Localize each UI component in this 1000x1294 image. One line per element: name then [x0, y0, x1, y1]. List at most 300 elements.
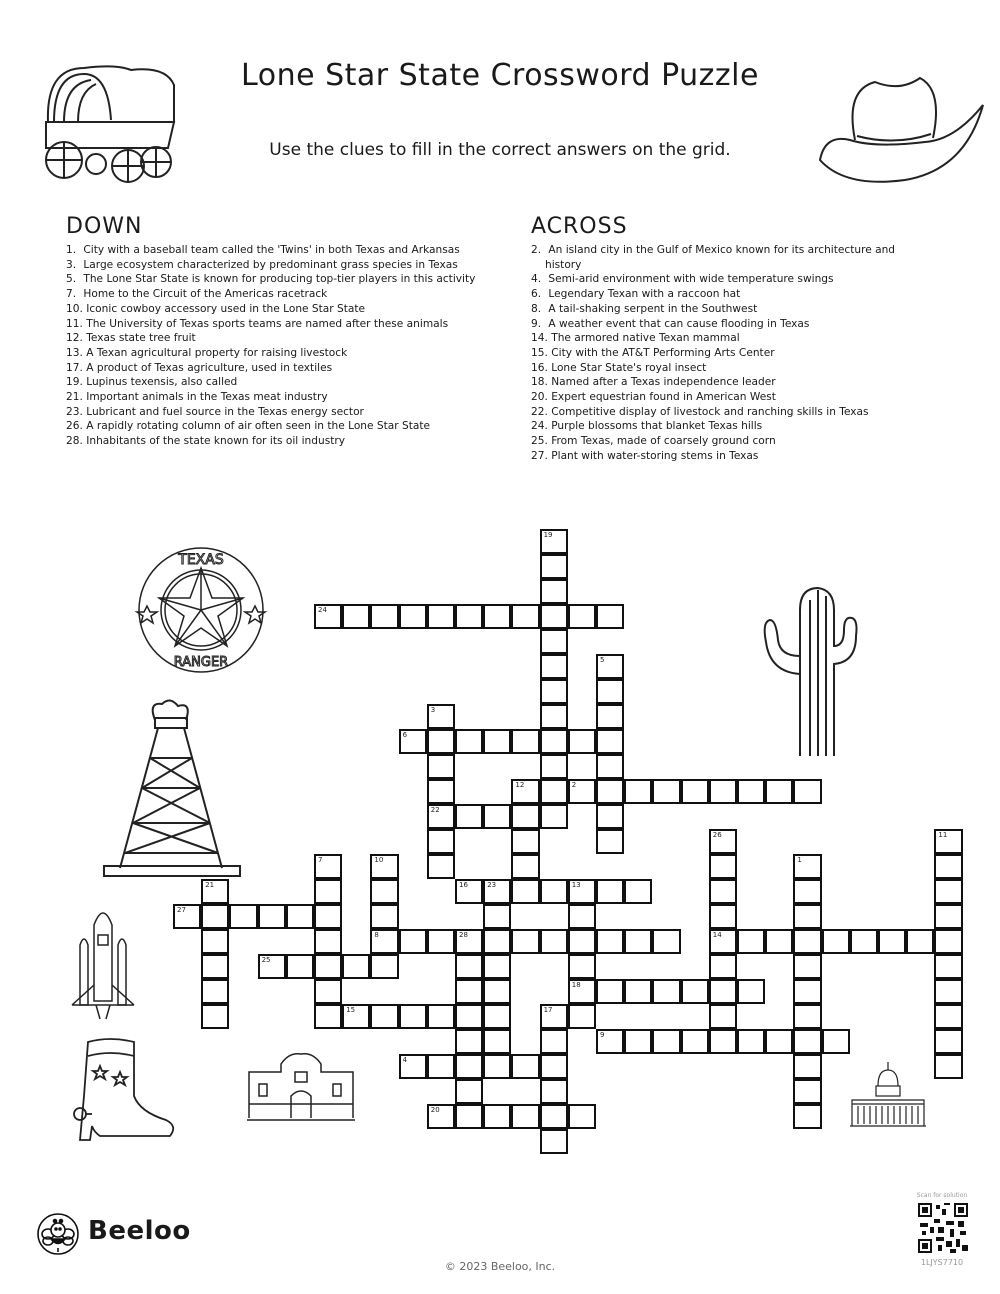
cell-number: 6: [402, 731, 408, 739]
grid-cell[interactable]: [314, 929, 342, 954]
clue-number: 10.: [66, 302, 83, 315]
grid-cell[interactable]: [511, 804, 539, 829]
grid-cell[interactable]: [596, 804, 624, 829]
clue-number: 23.: [66, 405, 83, 418]
grid-cell[interactable]: [709, 979, 737, 1004]
grid-cell[interactable]: [286, 954, 314, 979]
grid-cell[interactable]: [455, 1029, 483, 1054]
grid-cell[interactable]: [455, 1104, 483, 1129]
grid-cell[interactable]: [709, 929, 737, 954]
grid-cell[interactable]: [427, 929, 455, 954]
grid-cell[interactable]: [793, 854, 821, 879]
grid-cell[interactable]: [201, 1004, 229, 1029]
grid-cell[interactable]: [201, 954, 229, 979]
grid-cell[interactable]: [427, 754, 455, 779]
grid-cell[interactable]: [765, 779, 793, 804]
clue-number: 11.: [66, 317, 83, 330]
grid-cell[interactable]: [737, 979, 765, 1004]
grid-cell[interactable]: [822, 1029, 850, 1054]
cell-number: 25: [261, 956, 271, 964]
clue-text: Lone Star State's royal insect: [551, 361, 707, 374]
grid-cell[interactable]: [540, 529, 568, 554]
clue-text: Home to the Circuit of the Americas racetrack: [83, 288, 328, 301]
across-clue-list: [527, 243, 927, 464]
grid-cell[interactable]: [370, 1004, 398, 1029]
down-clue-5: [62, 272, 482, 287]
cell-number: 18: [571, 981, 581, 989]
brand-name: Beeloo: [88, 1216, 191, 1246]
clue-text: Named after a Texas independence leader: [551, 376, 776, 389]
grid-cell[interactable]: [540, 779, 568, 804]
across-clue-27: [527, 449, 927, 464]
grid-cell[interactable]: [934, 1054, 962, 1079]
grid-cell[interactable]: [427, 729, 455, 754]
grid-cell[interactable]: [540, 554, 568, 579]
clue-text: An island city in the Gulf of Mexico known for its architecture and history: [545, 244, 896, 271]
grid-cell[interactable]: [568, 729, 596, 754]
grid-cell[interactable]: [596, 754, 624, 779]
grid-cell[interactable]: [455, 879, 483, 904]
grid-cell[interactable]: [455, 929, 483, 954]
across-clue-14: [527, 331, 927, 346]
grid-cell[interactable]: [427, 704, 455, 729]
grid-cell[interactable]: [370, 854, 398, 879]
grid-cell[interactable]: [455, 1054, 483, 1079]
grid-cell[interactable]: [314, 604, 342, 629]
grid-cell[interactable]: [596, 729, 624, 754]
grid-cell[interactable]: [540, 754, 568, 779]
clue-number: 8.: [531, 302, 542, 315]
down-heading: DOWN: [66, 214, 143, 239]
grid-cell[interactable]: [483, 979, 511, 1004]
grid-cell[interactable]: [455, 804, 483, 829]
grid-cell[interactable]: [568, 779, 596, 804]
cell-number: 14: [712, 931, 722, 939]
grid-cell[interactable]: [314, 879, 342, 904]
clue-text: The armored native Texan mammal: [551, 332, 740, 345]
grid-cell[interactable]: [201, 929, 229, 954]
grid-cell[interactable]: [540, 679, 568, 704]
copyright-text: © 2023 Beeloo, Inc.: [444, 1260, 556, 1273]
clue-number: 16.: [531, 361, 548, 374]
grid-cell[interactable]: [596, 979, 624, 1004]
clue-text: Texas state tree fruit: [86, 332, 196, 345]
grid-cell[interactable]: [483, 1029, 511, 1054]
grid-cell[interactable]: [934, 979, 962, 1004]
down-clue-13: [62, 346, 482, 361]
grid-cell[interactable]: [483, 804, 511, 829]
grid-cell[interactable]: [540, 579, 568, 604]
page-instructions: Use the clues to fill in the correct answers on the grid.: [269, 140, 731, 160]
across-clue-9: [527, 317, 927, 332]
across-heading: ACROSS: [531, 214, 628, 239]
grid-cell[interactable]: [596, 654, 624, 679]
cell-number: 10: [374, 856, 384, 864]
cell-number: 19: [543, 531, 553, 539]
covered-wagon-icon: [36, 60, 176, 185]
cell-number: 23: [487, 881, 497, 889]
grid-cell[interactable]: [709, 879, 737, 904]
grid-cell[interactable]: [455, 979, 483, 1004]
grid-cell[interactable]: [568, 1004, 596, 1029]
clue-number: 15.: [531, 346, 548, 359]
grid-cell[interactable]: [793, 1054, 821, 1079]
grid-cell[interactable]: [793, 879, 821, 904]
grid-cell[interactable]: [511, 829, 539, 854]
grid-cell[interactable]: [399, 1054, 427, 1079]
svg-text:RANGER: RANGER: [173, 655, 229, 670]
grid-cell[interactable]: [596, 929, 624, 954]
grid-cell[interactable]: [455, 604, 483, 629]
grid-cell[interactable]: [540, 654, 568, 679]
grid-cell[interactable]: [483, 954, 511, 979]
grid-cell[interactable]: [540, 879, 568, 904]
down-clue-26: [62, 419, 482, 434]
cell-number: 3: [430, 706, 436, 714]
grid-cell[interactable]: [511, 929, 539, 954]
across-clue-4: [527, 272, 927, 287]
cell-number: 16: [459, 881, 468, 889]
grid-cell[interactable]: [173, 904, 201, 929]
clue-text: Lubricant and fuel source in the Texas energy sector: [86, 405, 364, 418]
clue-text: A Texan agricultural property for raising livestock: [86, 346, 348, 359]
down-clue-19: [62, 375, 482, 390]
grid-cell[interactable]: [455, 729, 483, 754]
clue-number: 25.: [531, 435, 548, 448]
qr-code-icon[interactable]: [918, 1203, 968, 1253]
grid-cell[interactable]: [342, 1004, 370, 1029]
clue-text: City with a baseball team called the 'Twins' in both Texas and Arkansas: [83, 244, 460, 256]
grid-cell[interactable]: [934, 854, 962, 879]
grid-cell[interactable]: [878, 929, 906, 954]
grid-cell[interactable]: [934, 1029, 962, 1054]
grid-cell[interactable]: [314, 979, 342, 1004]
grid-cell[interactable]: [793, 1004, 821, 1029]
grid-cell[interactable]: [483, 929, 511, 954]
grid-cell[interactable]: [370, 604, 398, 629]
grid-cell[interactable]: [709, 779, 737, 804]
grid-cell[interactable]: [709, 854, 737, 879]
grid-cell[interactable]: [934, 1004, 962, 1029]
grid-cell[interactable]: [737, 929, 765, 954]
grid-cell[interactable]: [934, 879, 962, 904]
clue-text: Lupinus texensis, also called: [86, 376, 238, 389]
grid-cell[interactable]: [850, 929, 878, 954]
texas-ranger-badge-icon: [133, 546, 269, 674]
cell-number: 17: [543, 1006, 553, 1014]
cowboy-hat-icon: [815, 70, 985, 190]
clue-text: The Lone Star State is known for producing top-tier players in this activity: [83, 273, 476, 286]
oil-derrick-icon: [100, 698, 245, 883]
grid-cell[interactable]: [455, 1004, 483, 1029]
across-clue-22: [527, 405, 927, 420]
clue-number: 9.: [531, 317, 542, 330]
grid-cell[interactable]: [540, 1079, 568, 1104]
cell-number: 20: [430, 1106, 440, 1114]
grid-cell[interactable]: [427, 854, 455, 879]
alamo-icon: [245, 1050, 357, 1122]
clue-number: 17.: [66, 361, 83, 374]
grid-cell[interactable]: [286, 904, 314, 929]
grid-cell[interactable]: [681, 1029, 709, 1054]
down-clue-21: [62, 390, 482, 405]
grid-cell[interactable]: [793, 954, 821, 979]
cell-number: 12: [515, 781, 525, 789]
clue-text: A product of Texas agriculture, used in textiles: [86, 361, 333, 374]
cowboy-boot-icon: [70, 1036, 180, 1146]
grid-cell[interactable]: [455, 954, 483, 979]
grid-cell[interactable]: [709, 1004, 737, 1029]
grid-cell[interactable]: [934, 904, 962, 929]
grid-cell[interactable]: [596, 879, 624, 904]
grid-cell[interactable]: [568, 954, 596, 979]
grid-cell[interactable]: [427, 604, 455, 629]
across-clue-2: [527, 243, 927, 272]
grid-cell[interactable]: [314, 854, 342, 879]
cell-number: 11: [938, 831, 948, 839]
grid-cell[interactable]: [737, 779, 765, 804]
across-clue-15: [527, 346, 927, 361]
clue-number: 26.: [66, 420, 83, 433]
grid-cell[interactable]: [681, 979, 709, 1004]
grid-cell[interactable]: [511, 1054, 539, 1079]
across-clue-25: [527, 434, 927, 449]
grid-cell[interactable]: [427, 1004, 455, 1029]
grid-cell[interactable]: [511, 854, 539, 879]
grid-cell[interactable]: [540, 629, 568, 654]
grid-cell[interactable]: [934, 929, 962, 954]
grid-cell[interactable]: [427, 829, 455, 854]
grid-cell[interactable]: [793, 1104, 821, 1129]
grid-cell[interactable]: [709, 904, 737, 929]
cell-number: 4: [402, 1056, 408, 1064]
grid-cell[interactable]: [399, 729, 427, 754]
clue-number: 12.: [66, 332, 83, 345]
grid-cell[interactable]: [624, 1029, 652, 1054]
clue-number: 24.: [531, 420, 548, 433]
clue-number: 5.: [66, 273, 77, 286]
grid-cell[interactable]: [934, 954, 962, 979]
clue-number: 21.: [66, 391, 83, 404]
grid-cell[interactable]: [540, 1029, 568, 1054]
grid-cell[interactable]: [822, 929, 850, 954]
grid-cell[interactable]: [342, 604, 370, 629]
down-clue-3: [62, 258, 482, 273]
clue-text: Plant with water-storing stems in Texas: [551, 449, 759, 462]
grid-cell[interactable]: [568, 604, 596, 629]
clue-number: 3.: [66, 258, 77, 271]
grid-cell[interactable]: [624, 929, 652, 954]
grid-cell[interactable]: [399, 604, 427, 629]
cell-number: 26: [712, 831, 722, 839]
clue-text: Competitive display of livestock and ranching skills in Texas: [551, 405, 869, 418]
grid-cell[interactable]: [596, 829, 624, 854]
grid-cell[interactable]: [596, 679, 624, 704]
grid-cell[interactable]: [793, 779, 821, 804]
clue-text: Expert equestrian found in American West: [551, 391, 776, 404]
grid-cell[interactable]: [709, 1029, 737, 1054]
grid-cell[interactable]: [540, 1104, 568, 1129]
grid-cell[interactable]: [201, 979, 229, 1004]
svg-text:TEXAS: TEXAS: [178, 552, 224, 568]
grid-cell[interactable]: [258, 954, 286, 979]
grid-cell[interactable]: [596, 704, 624, 729]
clue-text: A rapidly rotating column of air often seen in the Lone Star State: [86, 420, 431, 433]
cell-number: 21: [205, 881, 215, 889]
grid-cell[interactable]: [934, 829, 962, 854]
grid-cell[interactable]: [427, 1054, 455, 1079]
across-clue-16: [527, 361, 927, 376]
clue-text: From Texas, made of coarsely ground corn: [551, 435, 776, 448]
grid-cell[interactable]: [737, 1029, 765, 1054]
clue-number: 19.: [66, 376, 83, 389]
grid-cell[interactable]: [540, 604, 568, 629]
grid-cell[interactable]: [483, 904, 511, 929]
down-clue-7: [62, 287, 482, 302]
grid-cell[interactable]: [370, 904, 398, 929]
grid-cell[interactable]: [483, 1054, 511, 1079]
grid-cell[interactable]: [624, 779, 652, 804]
clue-text: Large ecosystem characterized by predominant grass species in Texas: [83, 258, 458, 271]
grid-cell[interactable]: [568, 879, 596, 904]
grid-cell[interactable]: [652, 779, 680, 804]
down-clue-12: [62, 331, 482, 346]
grid-cell[interactable]: [624, 879, 652, 904]
across-clue-8: [527, 302, 927, 317]
grid-cell[interactable]: [370, 929, 398, 954]
cell-number: 7: [318, 856, 323, 864]
grid-cell[interactable]: [483, 1004, 511, 1029]
clue-text: A weather event that can cause flooding in Texas: [548, 317, 810, 330]
puzzle-code: 1LJYS7710: [920, 1258, 964, 1267]
grid-cell[interactable]: [511, 879, 539, 904]
grid-cell[interactable]: [511, 604, 539, 629]
grid-cell[interactable]: [201, 904, 229, 929]
page-title: Lone Star State Crossword Puzzle: [241, 58, 759, 93]
grid-cell[interactable]: [793, 1079, 821, 1104]
clue-number: 7.: [66, 288, 77, 301]
grid-cell[interactable]: [906, 929, 934, 954]
grid-cell[interactable]: [314, 1004, 342, 1029]
clue-number: 13.: [66, 346, 83, 359]
down-clues-section: [62, 214, 482, 449]
grid-cell[interactable]: [709, 954, 737, 979]
grid-cell[interactable]: [568, 979, 596, 1004]
grid-cell[interactable]: [483, 1104, 511, 1129]
grid-cell[interactable]: [681, 779, 709, 804]
clue-number: 22.: [531, 405, 548, 418]
grid-cell[interactable]: [568, 929, 596, 954]
grid-cell[interactable]: [427, 1104, 455, 1129]
grid-cell[interactable]: [765, 1029, 793, 1054]
cell-number: 28: [459, 931, 468, 939]
clue-number: 4.: [531, 273, 542, 286]
grid-cell[interactable]: [399, 1004, 427, 1029]
grid-cell[interactable]: [596, 604, 624, 629]
grid-cell[interactable]: [314, 954, 342, 979]
grid-cell[interactable]: [229, 904, 257, 929]
grid-cell[interactable]: [793, 1029, 821, 1054]
grid-cell[interactable]: [342, 954, 370, 979]
clue-number: 6.: [531, 288, 542, 301]
grid-cell[interactable]: [540, 804, 568, 829]
grid-cell[interactable]: [427, 779, 455, 804]
cell-number: 22: [430, 806, 440, 814]
down-clue-17: [62, 361, 482, 376]
clue-text: The University of Texas sports teams are named after these animals: [86, 317, 449, 330]
grid-cell[interactable]: [540, 704, 568, 729]
grid-cell[interactable]: [201, 879, 229, 904]
cell-number: 9: [600, 1031, 605, 1039]
grid-cell[interactable]: [370, 954, 398, 979]
grid-cell[interactable]: [568, 1104, 596, 1129]
cell-number: 8: [374, 931, 379, 939]
grid-cell[interactable]: [793, 929, 821, 954]
grid-cell[interactable]: [511, 729, 539, 754]
clue-number: 2.: [531, 244, 542, 256]
grid-cell[interactable]: [483, 879, 511, 904]
clue-text: Purple blossoms that blanket Texas hills: [551, 420, 763, 433]
grid-cell[interactable]: [540, 729, 568, 754]
grid-cell[interactable]: [596, 779, 624, 804]
clue-text: A tail-shaking serpent in the Southwest: [548, 302, 758, 315]
cell-number: 13: [571, 881, 581, 889]
clue-text: City with the AT&T Performing Arts Center: [551, 346, 775, 359]
grid-cell[interactable]: [540, 1004, 568, 1029]
clue-number: 1.: [66, 244, 77, 256]
grid-cell[interactable]: [596, 1029, 624, 1054]
grid-cell[interactable]: [511, 779, 539, 804]
down-clue-list: [62, 243, 482, 449]
clue-number: 20.: [531, 391, 548, 404]
grid-cell[interactable]: [793, 979, 821, 1004]
grid-cell[interactable]: [314, 904, 342, 929]
grid-cell[interactable]: [624, 979, 652, 1004]
down-clue-1: [62, 243, 482, 258]
cell-number: 5: [600, 656, 605, 664]
down-clue-11: [62, 317, 482, 332]
grid-cell[interactable]: [793, 904, 821, 929]
grid-cell[interactable]: [540, 1129, 568, 1154]
grid-cell[interactable]: [540, 1054, 568, 1079]
grid-cell[interactable]: [652, 929, 680, 954]
grid-cell[interactable]: [370, 879, 398, 904]
across-clue-24: [527, 419, 927, 434]
grid-cell[interactable]: [258, 904, 286, 929]
grid-cell[interactable]: [455, 1079, 483, 1104]
grid-cell[interactable]: [483, 604, 511, 629]
grid-cell[interactable]: [709, 829, 737, 854]
grid-cell[interactable]: [568, 904, 596, 929]
across-clues-section: [527, 214, 927, 464]
grid-cell[interactable]: [765, 929, 793, 954]
grid-cell[interactable]: [652, 1029, 680, 1054]
capitol-building-icon: [848, 1060, 928, 1128]
clue-text: Semi-arid environment with wide temperature swings: [548, 273, 834, 286]
down-clue-28: [62, 434, 482, 449]
grid-cell[interactable]: [652, 979, 680, 1004]
grid-cell[interactable]: [427, 804, 455, 829]
cell-number: 24: [318, 606, 327, 614]
beeloo-logo-icon: [36, 1212, 80, 1256]
grid-cell[interactable]: [483, 729, 511, 754]
grid-cell[interactable]: [511, 1104, 539, 1129]
clue-text: Iconic cowboy accessory used in the Lone Star State: [86, 302, 366, 315]
scan-for-solution-label: Scan for solution: [916, 1192, 968, 1199]
grid-cell[interactable]: [540, 929, 568, 954]
across-clue-6: [527, 287, 927, 302]
grid-cell[interactable]: [399, 929, 427, 954]
